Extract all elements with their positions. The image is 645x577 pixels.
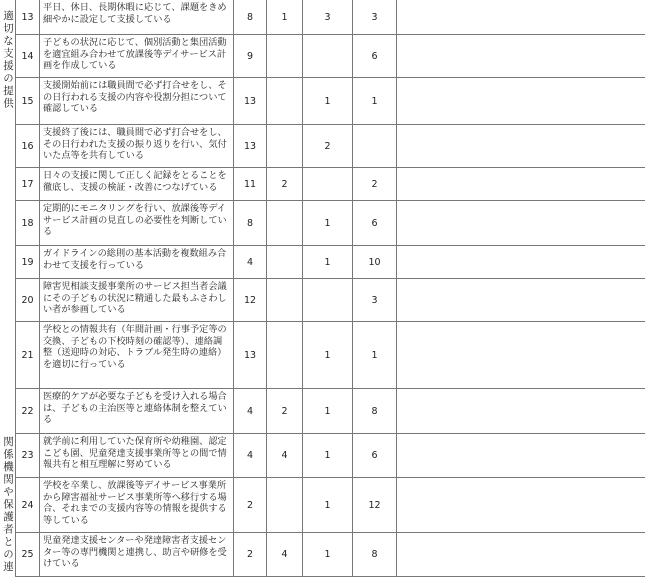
count-yes: 4 <box>234 246 267 278</box>
item-number: 19 <box>16 246 40 278</box>
item-number: 24 <box>16 478 40 532</box>
category-cell-support <box>0 0 16 279</box>
item-description: 障害児相談支援事業所のサービス担当者会議にその子どもの状況に精通した最もふさわしい者が参画している <box>40 279 234 321</box>
category-cell-cooperation <box>0 279 16 577</box>
count-yes: 9 <box>234 35 267 77</box>
table-row <box>16 533 645 577</box>
item-description: 支援開始前には職員間で必ず打合せをし、その日行われる支援の内容や役割分担について確認している <box>40 78 234 124</box>
count-unknown: 10 <box>353 246 397 278</box>
item-number: 23 <box>16 434 40 477</box>
table-row <box>16 322 645 389</box>
remarks-cell <box>397 201 645 245</box>
remarks-cell <box>397 434 645 477</box>
table-row <box>16 78 645 125</box>
remarks-cell <box>397 478 645 532</box>
table-row <box>16 125 645 168</box>
count-no: 1 <box>303 246 353 278</box>
count-no: 2 <box>303 125 353 167</box>
count-unknown: 6 <box>353 201 397 245</box>
remarks-cell <box>397 279 645 321</box>
count-unknown: 1 <box>353 78 397 124</box>
count-yes: 4 <box>234 389 267 433</box>
count-partial <box>267 35 303 77</box>
count-yes: 4 <box>234 434 267 477</box>
count-partial: 4 <box>267 533 303 576</box>
count-partial: 2 <box>267 389 303 433</box>
remarks-cell <box>397 533 645 576</box>
count-yes: 8 <box>234 201 267 245</box>
remarks-cell <box>397 322 645 388</box>
count-partial <box>267 125 303 167</box>
count-unknown <box>353 125 397 167</box>
count-partial <box>267 279 303 321</box>
count-unknown: 3 <box>353 0 397 34</box>
table-row <box>16 168 645 201</box>
count-partial <box>267 246 303 278</box>
count-no: 1 <box>303 322 353 388</box>
count-no: 1 <box>303 533 353 576</box>
count-partial: 1 <box>267 0 303 34</box>
table-row <box>16 389 645 434</box>
count-yes: 13 <box>234 125 267 167</box>
count-no: 3 <box>303 0 353 34</box>
category-label: 適切な支援の提供 <box>2 10 14 110</box>
item-number: 16 <box>16 125 40 167</box>
item-description: 子どもの状況に応じて、個別活動と集団活動を適宜組み合わせて放課後等デイサービス計画を作成している <box>40 35 234 77</box>
table-row <box>16 279 645 322</box>
remarks-cell <box>397 246 645 278</box>
count-unknown: 8 <box>353 389 397 433</box>
item-description: 児童発達支援センターや発達障害者支援センター等の専門機関と連携し、助言や研修を受けている <box>40 533 234 576</box>
table-row <box>16 0 645 35</box>
item-description: ガイドラインの総則の基本活動を複数組み合わせて支援を行っている <box>40 246 234 278</box>
count-yes: 13 <box>234 78 267 124</box>
item-number: 17 <box>16 168 40 200</box>
item-number: 18 <box>16 201 40 245</box>
count-unknown: 6 <box>353 434 397 477</box>
count-unknown: 2 <box>353 168 397 200</box>
table-row <box>16 246 645 279</box>
count-no: 1 <box>303 201 353 245</box>
count-partial <box>267 478 303 532</box>
item-description: 支援終了後には、職員間で必ず打合せをし、その日行われた支援の振り返りを行い、気付いた点等を共有している <box>40 125 234 167</box>
remarks-cell <box>397 125 645 167</box>
table-row <box>16 434 645 478</box>
item-description: 日々の支援に関して正しく記録をとることを徹底し、支援の検証・改善につなげている <box>40 168 234 200</box>
remarks-cell <box>397 168 645 200</box>
table-row <box>16 478 645 533</box>
remarks-cell <box>397 389 645 433</box>
item-number: 14 <box>16 35 40 77</box>
count-no <box>303 168 353 200</box>
item-number: 20 <box>16 279 40 321</box>
count-yes: 11 <box>234 168 267 200</box>
count-unknown: 3 <box>353 279 397 321</box>
count-no <box>303 279 353 321</box>
count-unknown: 1 <box>353 322 397 388</box>
count-partial: 2 <box>267 168 303 200</box>
table-row <box>16 201 645 246</box>
count-yes: 12 <box>234 279 267 321</box>
count-yes: 2 <box>234 478 267 532</box>
count-partial <box>267 78 303 124</box>
count-yes: 13 <box>234 322 267 388</box>
item-description: 学校との情報共有（年間計画・行事予定等の交換、子どもの下校時刻の確認等）、連絡調整（送迎時の対応、トラブル発生時の連絡）を適切に行っている <box>40 322 234 388</box>
count-no: 1 <box>303 389 353 433</box>
item-description: 定期的にモニタリングを行い、放課後等デイサービス計画の見直しの必要性を判断している <box>40 201 234 245</box>
item-number: 21 <box>16 322 40 388</box>
remarks-cell <box>397 0 645 34</box>
table-row <box>16 35 645 78</box>
item-number: 22 <box>16 389 40 433</box>
remarks-cell <box>397 78 645 124</box>
item-description: 平日、休日、長期休暇に応じて、課題をきめ細やかに設定して支援している <box>40 0 234 34</box>
category-label: 関係機関や保護者との連 <box>2 435 14 573</box>
item-number: 25 <box>16 533 40 576</box>
count-yes: 2 <box>234 533 267 576</box>
count-unknown: 8 <box>353 533 397 576</box>
count-yes: 8 <box>234 0 267 34</box>
count-no: 1 <box>303 478 353 532</box>
count-partial <box>267 322 303 388</box>
item-description: 就学前に利用していた保育所や幼稚園、認定こども園、児童発達支援事業所等との間で情報共有と相互理解に努めている <box>40 434 234 477</box>
count-partial <box>267 201 303 245</box>
count-unknown: 12 <box>353 478 397 532</box>
count-no: 1 <box>303 78 353 124</box>
item-description: 医療的ケアが必要な子どもを受け入れる場合は、子どもの主治医等と連絡体制を整えている <box>40 389 234 433</box>
item-description: 学校を卒業し、放課後等デイサービス事業所から障害福祉サービス事業所等へ移行する場合、それまでの支援内容等の情報を提供する等している <box>40 478 234 532</box>
count-partial: 4 <box>267 434 303 477</box>
count-no: 1 <box>303 434 353 477</box>
count-unknown: 6 <box>353 35 397 77</box>
count-no <box>303 35 353 77</box>
item-number: 13 <box>16 0 40 34</box>
remarks-cell <box>397 35 645 77</box>
item-number: 15 <box>16 78 40 124</box>
